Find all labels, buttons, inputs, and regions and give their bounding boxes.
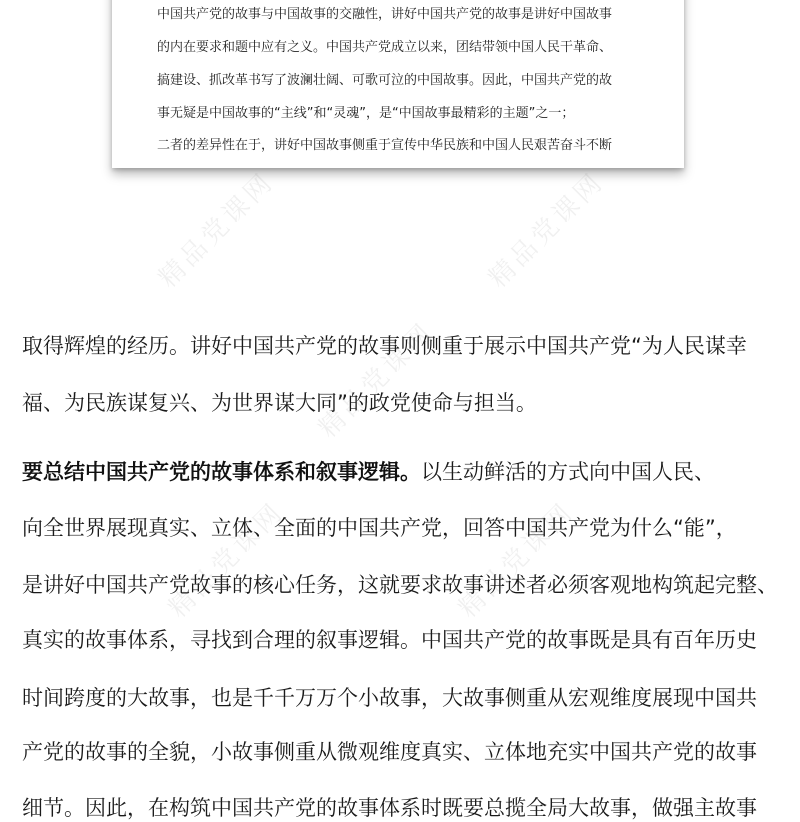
body-line: 取得辉煌的经历。讲好中国共产党的故事则侧重于展示中国共产党“为人民谋幸 bbox=[22, 334, 747, 358]
preview-line: 事无疑是中国故事的“主线”和“灵魂”，是“中国故事最精彩的主题”之一； bbox=[157, 106, 575, 121]
watermark: 精品党课网 bbox=[163, 496, 291, 624]
body-line: 是讲好中国共产党故事的核心任务，这就要求故事讲述者必须客观地构筑起完整、 bbox=[22, 573, 778, 597]
paragraph-lead-line bbox=[22, 458, 715, 486]
body-line: 福、为民族谋复兴、为世界谋大同”的政党使命与担当。 bbox=[22, 391, 537, 415]
preview-line: 中国共产党的故事与中国故事的交融性，讲好中国共产党的故事是讲好中国故事 bbox=[157, 7, 613, 22]
body-line: 向全世界展现真实、立体、全面的中国共产党，回答中国共产党为什么“能”， bbox=[22, 516, 737, 540]
paragraph-heading: 要总结中国共产党的故事体系和叙事逻辑。 bbox=[22, 460, 421, 484]
document-preview-card bbox=[112, 0, 684, 168]
body-line: 细节。因此，在构筑中国共产党的故事体系时既要总揽全局大故事，做强主故事 bbox=[22, 796, 757, 820]
watermark: 精品党课网 bbox=[453, 496, 581, 624]
preview-line: 搞建设、抓改革书写了波澜壮阔、可歌可泣的中国故事。因此，中国共产党的故 bbox=[157, 73, 613, 88]
preview-line: 的内在要求和题中应有之义。中国共产党成立以来，团结带领中国人民干革命、 bbox=[157, 40, 613, 55]
paragraph-text: 以生动鲜活的方式向中国人民、 bbox=[421, 460, 715, 484]
body-line: 产党的故事的全貌，小故事侧重从微观维度真实、立体地充实中国共产党的故事 bbox=[22, 740, 757, 764]
watermark: 精品党课网 bbox=[153, 166, 281, 294]
watermark: 精品党课网 bbox=[313, 316, 441, 444]
watermark: 精品党课网 bbox=[483, 166, 611, 294]
body-line: 真实的故事体系，寻找到合理的叙事逻辑。中国共产党的故事既是具有百年历史 bbox=[22, 628, 757, 652]
preview-line: 二者的差异性在于，讲好中国故事侧重于宣传中华民族和中国人民艰苦奋斗不断 bbox=[157, 138, 613, 153]
body-line: 时间跨度的大故事，也是千千万万个小故事，大故事侧重从宏观维度展现中国共 bbox=[22, 686, 757, 710]
